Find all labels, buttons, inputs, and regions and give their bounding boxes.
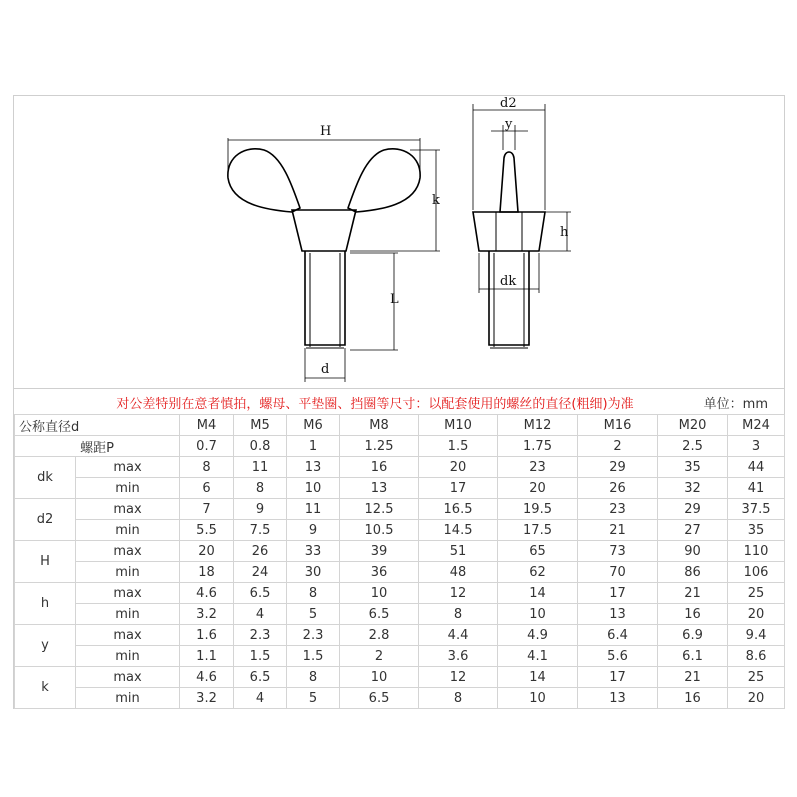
value-cell: 29 <box>658 499 728 520</box>
limit-label: max <box>76 625 180 646</box>
value-cell: 20 <box>728 688 785 709</box>
value-cell: 9 <box>234 499 287 520</box>
value-cell: 2.3 <box>234 625 287 646</box>
limit-label: min <box>76 520 180 541</box>
param-name: d2 <box>15 499 76 541</box>
value-cell: 2 <box>340 646 419 667</box>
size-cell: M16 <box>578 415 658 436</box>
limit-label: max <box>76 667 180 688</box>
value-cell: 12 <box>419 583 498 604</box>
value-cell: 2.8 <box>340 625 419 646</box>
limit-label: min <box>76 604 180 625</box>
value-cell: 21 <box>658 583 728 604</box>
value-cell: 8 <box>287 667 340 688</box>
value-cell: 13 <box>340 478 419 499</box>
table-row <box>15 499 785 520</box>
value-cell: 16 <box>658 604 728 625</box>
value-cell: 25 <box>728 667 785 688</box>
value-cell: 18 <box>180 562 234 583</box>
value-cell: 6.4 <box>578 625 658 646</box>
front-label-L: L <box>390 292 399 307</box>
front-view <box>228 149 420 348</box>
value-cell: 10 <box>340 583 419 604</box>
pitch-cell: 2 <box>578 436 658 457</box>
value-cell: 6.1 <box>658 646 728 667</box>
value-cell: 10 <box>340 667 419 688</box>
value-cell: 39 <box>340 541 419 562</box>
value-cell: 20 <box>728 604 785 625</box>
value-cell: 24 <box>234 562 287 583</box>
table-row <box>15 625 785 646</box>
table-row <box>15 646 785 667</box>
value-cell: 14.5 <box>419 520 498 541</box>
value-cell: 19.5 <box>498 499 578 520</box>
value-cell: 17 <box>578 667 658 688</box>
side-label-y: y <box>505 117 513 132</box>
side-label-h: h <box>560 225 569 240</box>
value-cell: 6.9 <box>658 625 728 646</box>
value-cell: 10 <box>498 688 578 709</box>
value-cell: 16.5 <box>419 499 498 520</box>
size-cell: M20 <box>658 415 728 436</box>
value-cell: 14 <box>498 583 578 604</box>
value-cell: 65 <box>498 541 578 562</box>
value-cell: 17 <box>578 583 658 604</box>
size-cell: M6 <box>287 415 340 436</box>
value-cell: 37.5 <box>728 499 785 520</box>
limit-label: min <box>76 688 180 709</box>
value-cell: 21 <box>578 520 658 541</box>
value-cell: 5.5 <box>180 520 234 541</box>
value-cell: 70 <box>578 562 658 583</box>
size-cell: M10 <box>419 415 498 436</box>
value-cell: 73 <box>578 541 658 562</box>
table-row <box>15 520 785 541</box>
value-cell: 20 <box>419 457 498 478</box>
param-name: H <box>15 541 76 583</box>
size-cell: M12 <box>498 415 578 436</box>
value-cell: 27 <box>658 520 728 541</box>
value-cell: 10.5 <box>340 520 419 541</box>
table-row <box>15 688 785 709</box>
value-cell: 20 <box>498 478 578 499</box>
value-cell: 1.6 <box>180 625 234 646</box>
value-cell: 16 <box>340 457 419 478</box>
limit-label: min <box>76 646 180 667</box>
value-cell: 51 <box>419 541 498 562</box>
value-cell: 3.2 <box>180 688 234 709</box>
value-cell: 2.3 <box>287 625 340 646</box>
table-row <box>15 667 785 688</box>
value-cell: 12 <box>419 667 498 688</box>
value-cell: 21 <box>658 667 728 688</box>
front-label-k: k <box>432 193 440 208</box>
table-row <box>15 562 785 583</box>
value-cell: 41 <box>728 478 785 499</box>
value-cell: 6.5 <box>234 583 287 604</box>
size-cell: M8 <box>340 415 419 436</box>
value-cell: 35 <box>728 520 785 541</box>
value-cell: 4 <box>234 688 287 709</box>
param-name: h <box>15 583 76 625</box>
value-cell: 12.5 <box>340 499 419 520</box>
value-cell: 106 <box>728 562 785 583</box>
front-label-d: d <box>321 362 330 377</box>
value-cell: 33 <box>287 541 340 562</box>
pitch-cell: 3 <box>728 436 785 457</box>
value-cell: 17.5 <box>498 520 578 541</box>
pitch-cell: 1.5 <box>419 436 498 457</box>
value-cell: 7.5 <box>234 520 287 541</box>
value-cell: 4 <box>234 604 287 625</box>
value-cell: 30 <box>287 562 340 583</box>
value-cell: 4.1 <box>498 646 578 667</box>
value-cell: 8 <box>180 457 234 478</box>
value-cell: 5.6 <box>578 646 658 667</box>
value-cell: 10 <box>287 478 340 499</box>
value-cell: 1.1 <box>180 646 234 667</box>
table-row <box>15 541 785 562</box>
header-row <box>15 415 785 436</box>
value-cell: 9 <box>287 520 340 541</box>
value-cell: 1.5 <box>287 646 340 667</box>
value-cell: 5 <box>287 604 340 625</box>
value-cell: 23 <box>578 499 658 520</box>
pitch-cell: 1.25 <box>340 436 419 457</box>
value-cell: 4.6 <box>180 583 234 604</box>
limit-label: max <box>76 499 180 520</box>
value-cell: 8 <box>419 604 498 625</box>
value-cell: 3.6 <box>419 646 498 667</box>
value-cell: 6 <box>180 478 234 499</box>
param-name: dk <box>15 457 76 499</box>
value-cell: 29 <box>578 457 658 478</box>
value-cell: 13 <box>578 604 658 625</box>
size-cell: M24 <box>728 415 785 436</box>
value-cell: 62 <box>498 562 578 583</box>
size-cell: M5 <box>234 415 287 436</box>
side-label-dk: dk <box>500 274 517 289</box>
value-cell: 11 <box>287 499 340 520</box>
value-cell: 25 <box>728 583 785 604</box>
notice-bar <box>14 388 784 415</box>
value-cell: 26 <box>234 541 287 562</box>
pitch-cell: 1.75 <box>498 436 578 457</box>
value-cell: 1.5 <box>234 646 287 667</box>
wing-nut-drawing <box>0 95 797 390</box>
value-cell: 5 <box>287 688 340 709</box>
value-cell: 3.2 <box>180 604 234 625</box>
value-cell: 90 <box>658 541 728 562</box>
value-cell: 8.6 <box>728 646 785 667</box>
side-view <box>473 152 545 348</box>
value-cell: 86 <box>658 562 728 583</box>
value-cell: 10 <box>498 604 578 625</box>
side-dimensions <box>473 104 571 293</box>
side-label-d2: d2 <box>500 96 517 111</box>
table-row <box>15 457 785 478</box>
size-cell: M4 <box>180 415 234 436</box>
limit-label: min <box>76 562 180 583</box>
param-name: k <box>15 667 76 709</box>
value-cell: 4.9 <box>498 625 578 646</box>
value-cell: 48 <box>419 562 498 583</box>
value-cell: 9.4 <box>728 625 785 646</box>
value-cell: 32 <box>658 478 728 499</box>
pitch-cell: 0.7 <box>180 436 234 457</box>
value-cell: 8 <box>419 688 498 709</box>
table-row <box>15 583 785 604</box>
value-cell: 8 <box>287 583 340 604</box>
value-cell: 35 <box>658 457 728 478</box>
table-row <box>15 604 785 625</box>
value-cell: 4.6 <box>180 667 234 688</box>
limit-label: max <box>76 541 180 562</box>
pitch-row <box>15 436 785 457</box>
value-cell: 13 <box>578 688 658 709</box>
limit-label: max <box>76 457 180 478</box>
value-cell: 44 <box>728 457 785 478</box>
value-cell: 6.5 <box>340 604 419 625</box>
unit-label: 单位：mm <box>703 397 768 412</box>
pitch-cell: 1 <box>287 436 340 457</box>
limit-label: min <box>76 478 180 499</box>
value-cell: 26 <box>578 478 658 499</box>
param-name: y <box>15 625 76 667</box>
front-label-H: H <box>320 124 332 139</box>
value-cell: 6.5 <box>340 688 419 709</box>
value-cell: 6.5 <box>234 667 287 688</box>
value-cell: 14 <box>498 667 578 688</box>
value-cell: 17 <box>419 478 498 499</box>
pitch-cell: 2.5 <box>658 436 728 457</box>
table-row <box>15 478 785 499</box>
limit-label: max <box>76 583 180 604</box>
value-cell: 11 <box>234 457 287 478</box>
nominal-diameter-label: 公称直径d <box>15 415 180 436</box>
value-cell: 7 <box>180 499 234 520</box>
value-cell: 4.4 <box>419 625 498 646</box>
spec-table <box>14 414 785 709</box>
value-cell: 13 <box>287 457 340 478</box>
pitch-cell: 0.8 <box>234 436 287 457</box>
value-cell: 23 <box>498 457 578 478</box>
value-cell: 36 <box>340 562 419 583</box>
tolerance-notice: 对公差特别在意者慎拍，螺母、平垫圈、挡圈等尺寸：以配套使用的螺丝的直径(粗细)为准 <box>116 397 634 412</box>
value-cell: 110 <box>728 541 785 562</box>
value-cell: 16 <box>658 688 728 709</box>
value-cell: 20 <box>180 541 234 562</box>
value-cell: 8 <box>234 478 287 499</box>
pitch-label: 螺距P <box>15 436 180 457</box>
